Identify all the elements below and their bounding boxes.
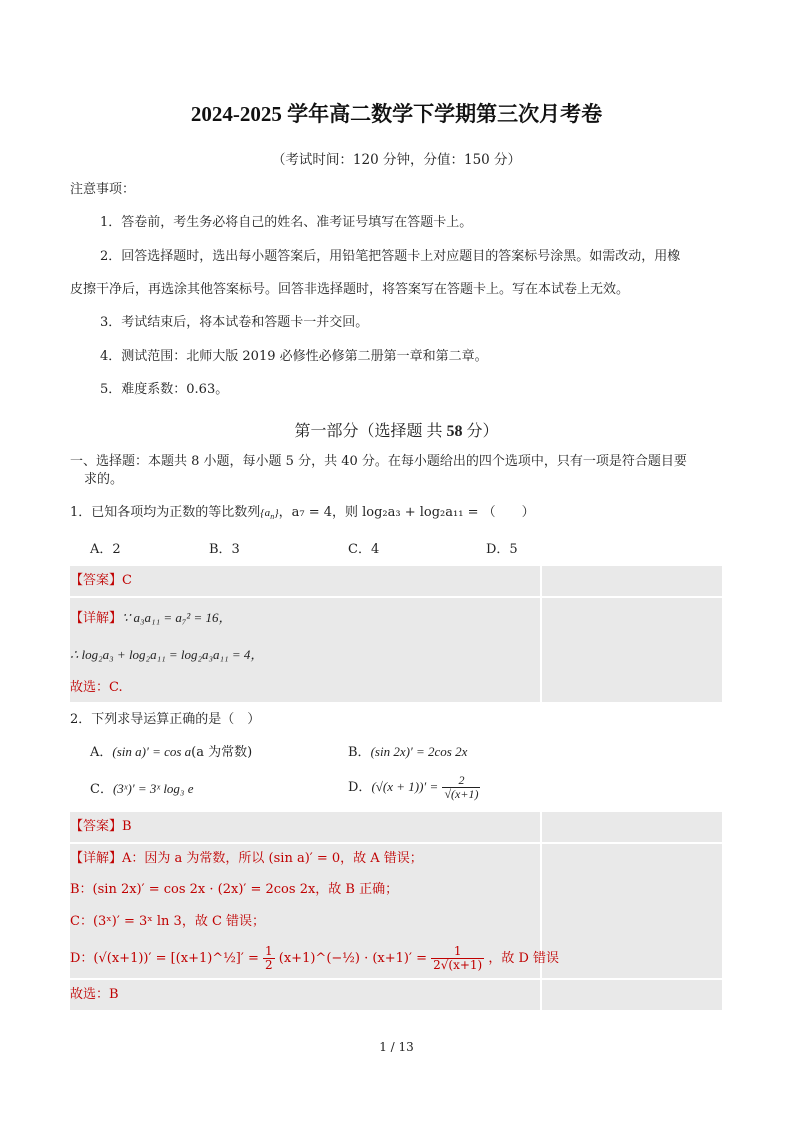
q2-answer: 【答案】B [70,819,132,834]
notice-item-4: 4．测试范围：北师大版 2019 必修性必修第二册第一章和第二章。 [100,349,488,364]
q1-conclusion: 故选：C. [70,680,123,695]
q2-detail-d-fraction-2: $\frac{1}{2√(x+1)}$ [433,944,483,972]
q2-detail-c: C：(3ˣ)′ = 3ˣ ln 3，故 C 错误； [70,914,266,929]
q2-option-a: A．(sin a)′ = cos a(a 为常数) [90,744,253,760]
q1-option-d: D．5 [486,542,518,557]
page-title: 2024-2025 学年高二数学下学期第三次月考卷 [190,102,603,126]
q1-option-b: B．3 [209,542,240,557]
q2-detail-b: B：(sin 2x)′ = cos 2x · (2x)′ = 2cos 2x，故 B 正确； [70,882,399,897]
section-title: 第一部分（选择题 共 58 分） [294,423,499,440]
q2-stem: 2．下列求导运算正确的是（ ） [70,712,261,727]
q1-answer-box [70,566,722,596]
notice-heading: 注意事项： [70,182,136,197]
q2-answer-box [70,812,722,842]
q2-conclusion: 故选：B [70,987,119,1002]
notice-item-1: 1．答卷前，考生务必将自己的姓名、准考证号填写在答题卡上。 [100,215,473,230]
notice-item-2: 2．回答选择题时，选出每小题答案后，用铅笔把答题卡上对应题目的答案标号涂黑。如需改动，用橡 [100,249,681,264]
q2-detail-d-fraction-1: $\frac{1}{2}$ [265,944,273,972]
section-intro: 一、选择题：本题共 8 小题，每小题 5 分，共 40 分。在每小题给出的四个选项中，只有一项是符合题目要 [70,454,687,469]
q2-conclusion-box [70,980,722,1010]
q1-detail-2: ∴ log₂a₃ + log₂a₁₁ = log₂a₃a₁₁ = 4， [70,647,264,662]
q2-option-c: C．(3ˣ)′ = 3ˣ log₃ e [90,781,194,797]
q2-option-d-fraction: $\frac{2}{√(x+1)}$ [444,773,479,801]
section-intro-cont: 求的。 [84,472,124,487]
exam-info: （考试时间：120 分钟，分值：150 分） [271,152,522,168]
q2-detail-a: 【详解】A：因为 a 为常数，所以 (sin a)′ = 0，故 A 错误； [70,851,423,866]
q1-stem: 1．已知各项均为正数的等比数列$\{a_n\}$，a₇ = 4，则 log₂a₃ + log₂a₁₁ = （ ） [70,505,535,522]
notice-item-3: 3．考试结束后，将本试卷和答题卡一并交回。 [100,315,369,330]
q2-option-b: B．(sin 2x)′ = 2cos 2x [348,744,468,760]
q2-detail-d: D：(√(x+1))′ = [(x+1)^½]′ = $\frac{1}{2}$ (x+1)^(−½) · (x+1)′ = $\frac{1}{2√(x+1)}$ ，故 D 错误 [70,944,560,972]
q2-option-d: D．(√(x + 1))′ = $\frac{2}{√(x+1)}$ [348,773,479,801]
q1-answer: 【答案】C [70,573,132,588]
notice-item-5: 5．难度系数：0.63。 [100,382,229,397]
q1-detail-1: 【详解】∵ a₃a₁₁ = a₇² = 16， [70,610,232,626]
page-number: 1 / 13 [379,1040,414,1054]
q1-option-c: C．4 [348,542,380,557]
notice-item-2-cont: 皮擦干净后，再选涂其他答案标号。回答非选择题时，将答案写在答题卡上。写在本试卷上无效。 [70,282,630,297]
q1-option-a: A．2 [90,542,121,557]
